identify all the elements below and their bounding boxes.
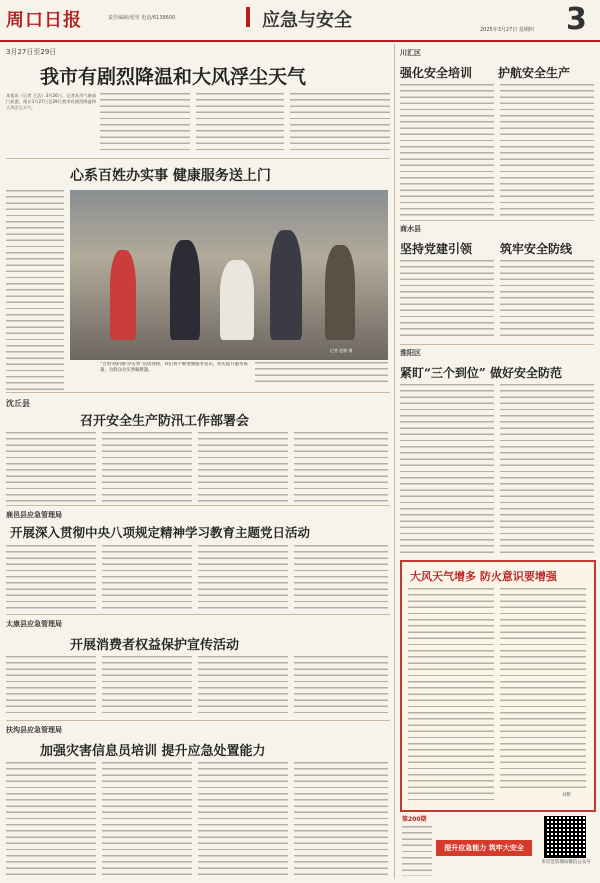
divider [6,158,390,159]
shenqiu-text [198,432,288,502]
huaiyang-text [500,384,594,554]
luyi-headline: 开展深入贯彻中央八项规定精神学习教育主题党日活动 [10,525,311,540]
luyi-text [294,545,388,610]
footer-banner: 提升应急能力 筑牢大安全 [436,840,532,856]
photo-credit: 记者 赵彬 摄 [330,348,353,353]
fugou-text [198,762,288,878]
fugou-text [294,762,388,878]
region-label-fugou: 扶沟县应急管理局 [6,726,62,734]
divider [6,720,390,721]
main-text-column [100,93,190,155]
luyi-text [6,545,96,610]
region-label-chuanhui: 川汇区 [400,49,421,57]
section-accent-bar [246,7,250,27]
footer-credits [402,826,432,876]
chuanhui-headline-right: 护航安全生产 [498,66,571,80]
shangshui-headline-right: 筑牢安全防线 [500,242,573,256]
section-title: 应急与安全 [262,10,352,31]
issue-label: 第200期 [402,816,427,823]
feature-text-column [255,362,388,384]
feature-photo [70,190,388,360]
divider [400,220,594,221]
story-date-range: 3月27日至29日 [6,48,57,56]
taikang-text [294,656,388,716]
shangshui-text [400,260,494,340]
luyi-text [102,545,192,610]
boxed-headline: 大风天气增多 防火意识要增强 [410,570,557,583]
huaiyang-headline: 紧盯“三个到位” 做好安全防范 [400,366,562,380]
feature-headline: 心系百姓办实事 健康服务送上门 [70,168,271,184]
header-meta: 责任编辑/张男 电话/6138600 [108,15,176,21]
region-label-luyi: 鹿邑县应急管理局 [6,511,62,519]
huaiyang-text [400,384,494,554]
taikang-text [6,656,96,716]
main-headline: 我市有剧烈降温和大风浮尘天气 [40,66,307,88]
qr-label: 市应急管理局微信公众号 [541,860,591,865]
shenqiu-text [294,432,388,502]
page-number: 3 [566,2,587,37]
masthead-logo: 周口日报 [6,10,82,31]
main-text-column [290,93,390,155]
divider [6,614,390,615]
divider [6,392,390,393]
boxed-article [400,560,596,812]
divider [400,344,594,345]
shangshui-headline-left: 坚持党建引领 [400,242,473,256]
photo-caption: “告别‘瞎折腾’办实事”活动现场，我们将不断增强服务意识，切实提升服务质量，为群众办实事解难题。 [100,362,248,373]
fugou-text [6,762,96,878]
fugou-headline: 加强灾害信息员培训 提升应急处置能力 [40,744,266,759]
shenqiu-text [102,432,192,502]
shenqiu-text [6,432,96,502]
main-text-column [196,93,284,155]
feature-text-column [6,190,64,390]
taikang-text [198,656,288,716]
column-divider [394,44,395,879]
chuanhui-text [400,84,494,216]
fugou-text [102,762,192,878]
qr-code[interactable] [544,816,586,858]
chuanhui-headline-left: 强化安全培训 [400,66,473,80]
issue-date: 2025年3月27日 星期四 [480,27,534,33]
divider [6,505,390,506]
shangshui-text [500,260,594,340]
boxed-author: 刘彬 [562,793,571,798]
region-label-taikang: 太康县应急管理局 [6,620,62,628]
taikang-text [102,656,192,716]
region-label-shenqiu: 沈丘县 [6,399,30,408]
region-label-huaiyang: 淮阳区 [400,349,421,357]
main-lead-text: 本报讯（记者 王浩）3月26日，记者从市气象部门获悉，预计3月27日至29日我市有剧烈降温和大风浮尘天气。 [6,93,96,111]
shenqiu-headline: 召开安全生产防汛工作部署会 [80,414,250,429]
region-label-shangshui: 商水县 [400,225,421,233]
taikang-headline: 开展消费者权益保护宣传活动 [70,638,240,653]
luyi-text [198,545,288,610]
chuanhui-text [500,84,594,216]
